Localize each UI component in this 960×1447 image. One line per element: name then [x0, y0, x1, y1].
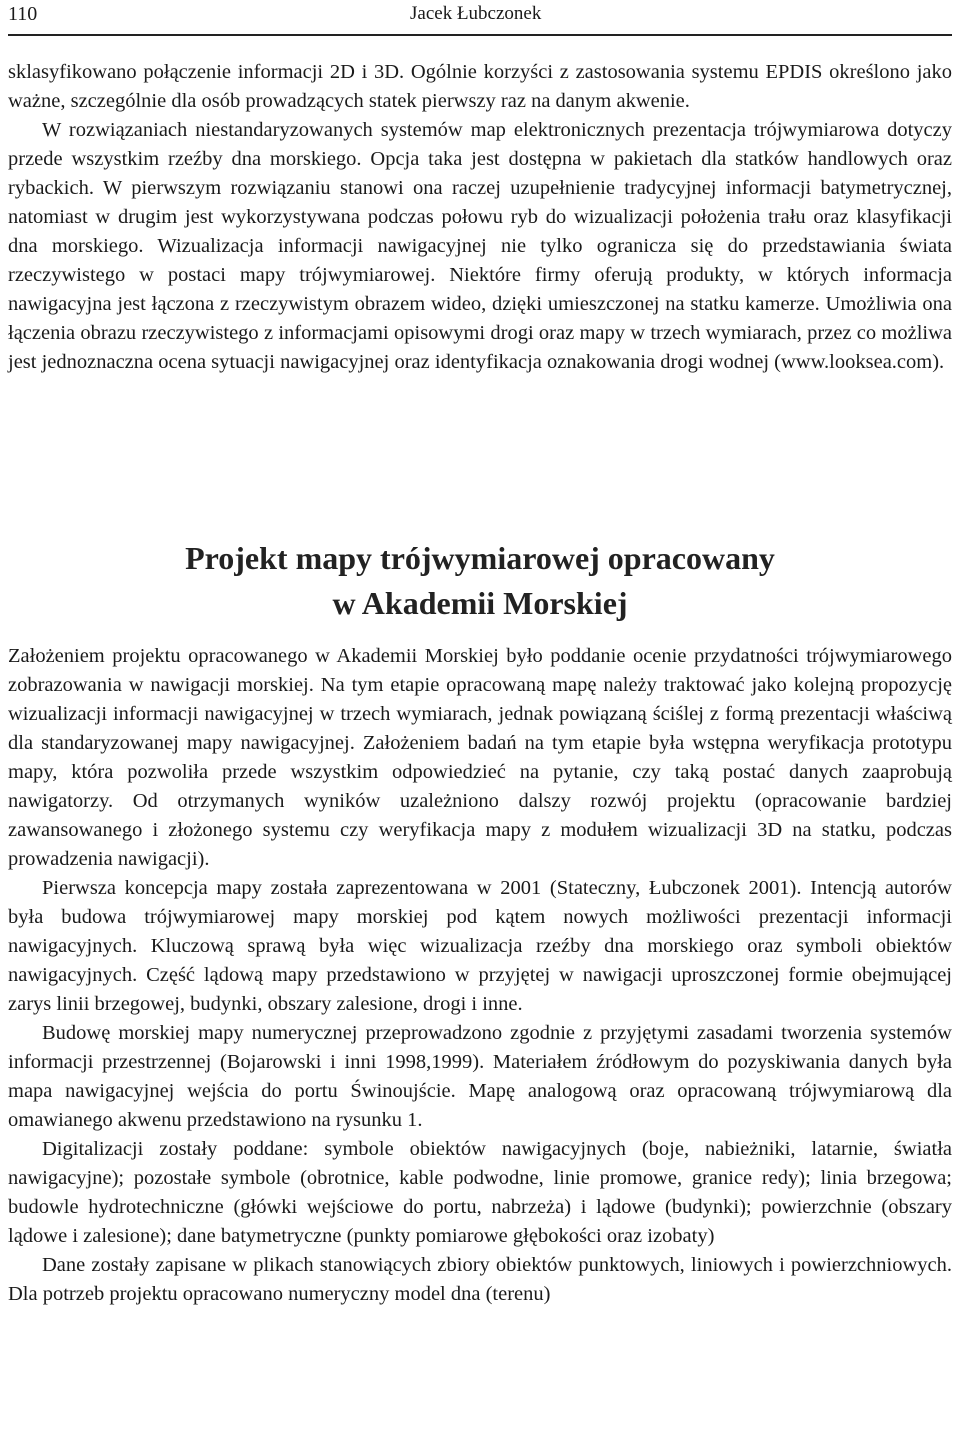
running-head-author: Jacek Łubczonek — [410, 3, 542, 24]
section-heading-line: w Akademii Morskiej — [332, 585, 628, 621]
section-heading — [8, 536, 952, 626]
paragraph: Budowę morskiej mapy numerycznej przeprowadzono zgodnie z przyjętymi zasadami tworzenia systemów informacji przestrzennej (Bojarowski i inni 1998,1999). Materiałem źródłowym do pozyskiwania danych była mapa nawigacyjnej wejścia do portu Świnoujście. Mapę analogową oraz opracowaną trójwymiarową dla omawianego akwenu przedstawiono na rysunku 1. — [8, 1022, 952, 1131]
page-number: 110 — [8, 3, 38, 25]
paragraph: Pierwsza koncepcja mapy została zaprezentowana w 2001 (Stateczny, Łubczonek 2001). Intencją autorów była budowa trójwymiarowej mapy morskiej pod kątem nowych możliwości prezentacji informacji nawigacyjnych. Kluczową sprawą była więc wizualizacja rzeźby dna morskiego oraz symboli obiektów nawigacyjnych. Część lądową mapy przedstawiono w przyjętej w nawigacji uproszczonej formie obejmującej zarys linii brzegowej, budynki, obszary zalesione, drogi i inne. — [8, 877, 952, 1015]
section-heading-line: Projekt mapy trójwymiarowej opracowany — [185, 540, 775, 576]
section-text-block — [8, 642, 952, 1309]
paragraph: Założeniem projektu opracowanego w Akademii Morskiej było poddanie ocenie przydatności trójwymiarowego zobrazowania w nawigacji morskiej. Na tym etapie opracowaną mapę należy traktować jako kolejną propozycję wizualizacji informacji nawigacyjnej w trzech wymiarach, jednak powiązaną ściślej z formą prezentacji właściwą dla standaryzowanej mapy nawigacyjnej. Założeniem badań na tym etapie była wstępna weryfikacja prototypu mapy, która pozwoliła przede wszystkim odpowiedzieć na pytanie, czy taką postać danych zaaprobują nawigatorzy. Od otrzymanych wyników uzależniono dalszy rozwój projektu (opracowanie bardziej zawansowanego i złożonego systemu czy weryfikacja mapy z modułem wizualizacji 3D na statku, podczas prowadzenia nawigacji). — [8, 645, 952, 870]
page-header — [8, 0, 952, 36]
paragraph: Digitalizacji zostały poddane: symbole obiektów nawigacyjnych (boje, nabieżniki, latarnie, światła nawigacyjne); pozostałe symbole (obrotnice, kable podwodne, linie promowe, granice redy); linia brzegowa; budowle hydrotechniczne (główki wejściowe do portu, nabrzeża) i lądowe (budynki); powierzchnie (obszary lądowe i zalesione); dane batymetryczne (punkty pomiarowe głębokości oraz izobaty) — [8, 1138, 952, 1247]
paragraph: sklasyfikowano połączenie informacji 2D i 3D. Ogólnie korzyści z zastosowania systemu EPDIS określono jako ważne, szczególnie dla osób prowadzących statek pierwszy raz na danym akwenie. — [8, 61, 952, 112]
paragraph: W rozwiązaniach niestandaryzowanych systemów map elektronicznych prezentacja trójwymiarowa dotyczy przede wszystkim rzeźby dna morskiego. Opcja taka jest dostępna w pakietach dla statków handlowych oraz rybackich. W pierwszym rozwiązaniu stanowi ona raczej uzupełnienie tradycyjnej informacji batymetrycznej, natomiast w drugim jest wykorzystywana podczas połowu ryb do wizualizacji położenia trału oraz klasyfikacji dna morskiego. Wizualizacja informacji nawigacyjnej nie tylko ogranicza się do przedstawiania świata rzeczywistego w postaci mapy trójwymiarowej. Niektóre firmy oferują produkty, w których informacja nawigacyjna jest łączona z rzeczywistym obrazem wideo, dzięki umieszczonej na statku kamerze. Umożliwia ona łączenia obrazu rzeczywistego z informacjami opisowymi drogi oraz mapy w trzech wymiarach, przez co możliwa jest jednoznaczna ocena sytuacji nawigacyjnej oraz identyfikacja oznakowania drogi wodnej (www.looksea.com). — [8, 119, 952, 373]
intro-text-block — [8, 58, 952, 377]
paragraph: Dane zostały zapisane w plikach stanowiących zbiory obiektów punktowych, liniowych i powierzchniowych. Dla potrzeb projektu opracowano numeryczny model dna (terenu) — [8, 1254, 952, 1305]
